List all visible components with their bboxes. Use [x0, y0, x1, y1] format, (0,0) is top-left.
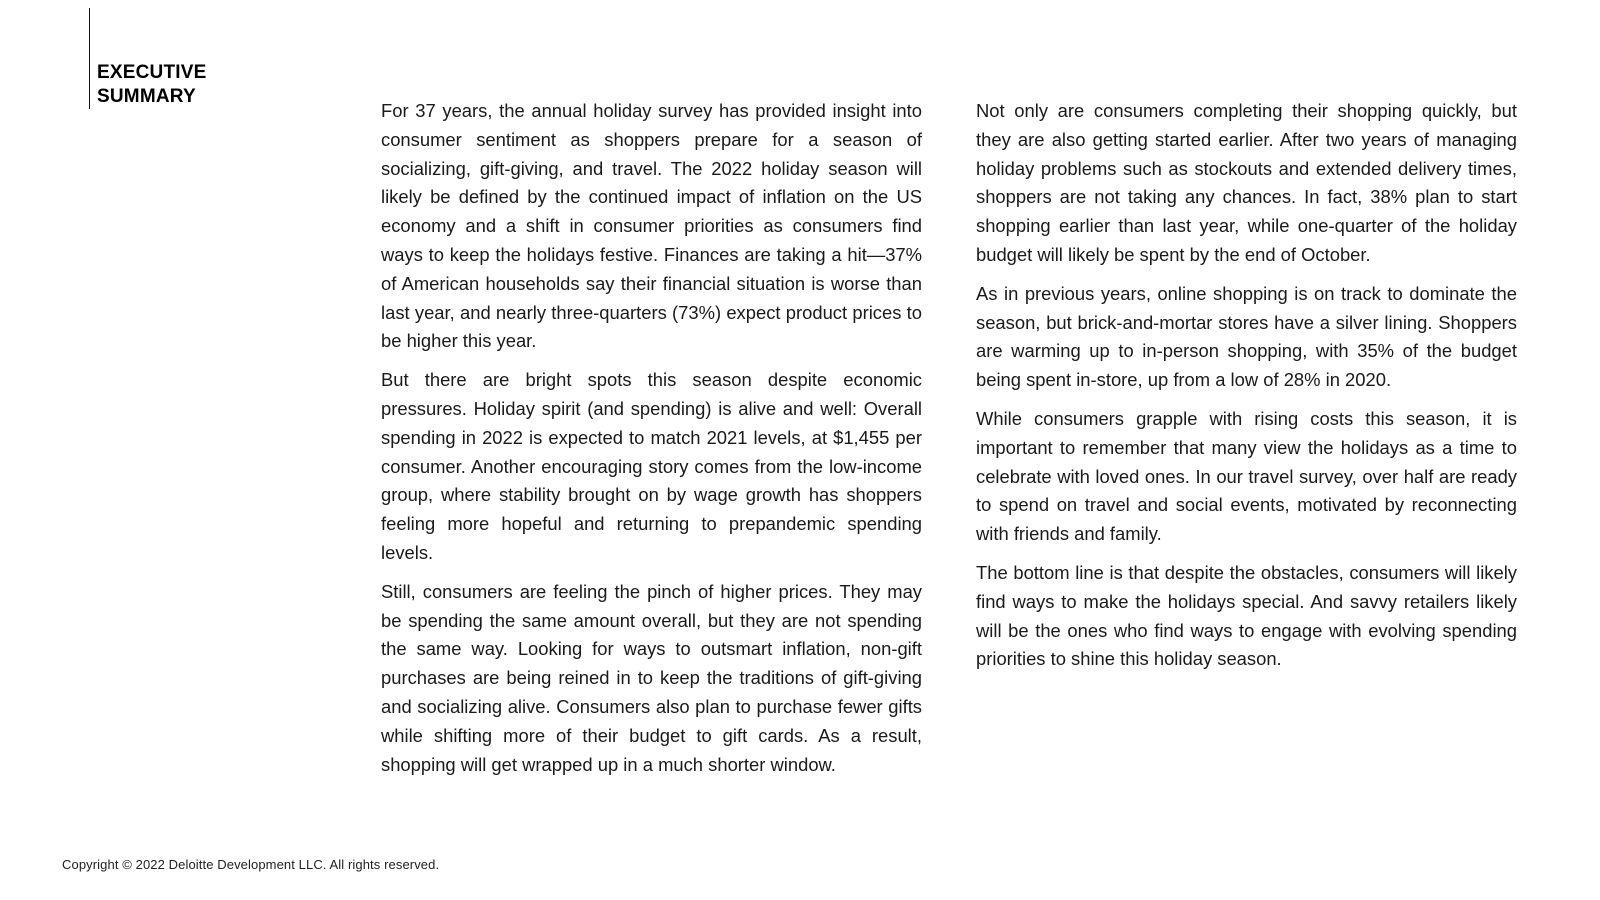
paragraph: While consumers grapple with rising costs this season, it is important to remember that many view the holidays as a time to celebrate with loved ones. In our travel survey, over half are ready to spend on travel and social events, motivated by reconnecting with friends and family.	[976, 407, 1517, 545]
paragraph: Not only are consumers completing their shopping quickly, but they are also getting started earlier. After two years of managing holiday problems such as stockouts and extended delivery times, shoppers are not taking any chances. In fact, 38% plan to start shopping earlier than last year, while one-quarter of the holiday budget will likely be spent by the end of October.	[976, 100, 1517, 265]
left-text-column	[381, 97, 922, 789]
paragraph: The bottom line is that despite the obstacles, consumers will likely find ways to make the holidays special. And savvy retailers likely will be the ones who find ways to engage with evolving spending priorities to shine this holiday season.	[976, 561, 1517, 670]
paragraph: As in previous years, online shopping is on track to dominate the season, but brick-and-mortar stores have a silver lining. Shoppers are warming up to in-person shopping, with 35% of the budget being spent in-store, up from a low of 28% in 2020.	[976, 282, 1517, 391]
section-title	[97, 61, 297, 109]
section-divider-line	[89, 8, 90, 109]
paragraph: Still, consumers are feeling the pinch of higher prices. They may be spending the same amount overall, but they are not spending the same way. Looking for ways to outsmart inflation, non-gift purchases are being reined in to keep the traditions of gift-giving and socializing alive. Consumers also plan to purchase fewer gifts while shifting more of their budget to gift cards. As a result, shopping will get wrapped up in a much shorter window.	[381, 580, 922, 775]
section-title-line-1: EXECUTIVE	[97, 62, 207, 83]
paragraph: But there are bright spots this season despite economic pressures. Holiday spirit (and spending) is alive and well: Overall spending in 2022 is expected to match 2021 levels, at $1,455 per consumer. Another encouraging story comes from the low-income group, where stability brought on by wage growth has shoppers feeling more hopeful and returning to prepandemic spending levels.	[381, 369, 922, 563]
section-title-line-2: SUMMARY	[97, 86, 196, 107]
right-text-column	[976, 97, 1517, 684]
copyright-footer: Copyright © 2022 Deloitte Development LLC. All rights reserved.	[62, 857, 440, 872]
paragraph: For 37 years, the annual holiday survey has provided insight into consumer sentiment as shoppers prepare for a season of socializing, gift-giving, and travel. The 2022 holiday season will likely be defined by the continued impact of inflation on the US economy and a shift in consumer priorities as consumers find ways to keep the holidays festive. Finances are taking a hit—37% of American households say their financial situation is worse than last year, and nearly three-quarters (73%) expect product prices to be higher this year.	[381, 100, 922, 352]
